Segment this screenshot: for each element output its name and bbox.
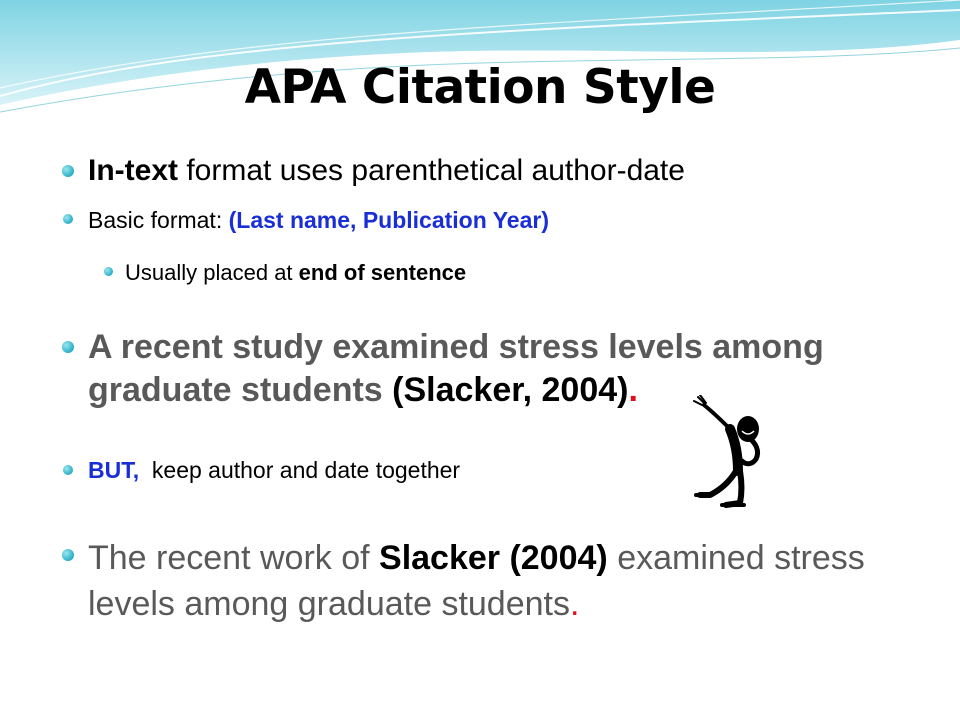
narrative-post: examined stress levels among graduate students — [88, 539, 865, 623]
bullet-dot-icon — [62, 341, 74, 353]
sub-bullet-placement — [125, 260, 920, 286]
example-citation: (Slacker, 2004) — [392, 371, 629, 409]
bullet-basic-format — [88, 207, 920, 234]
pointing-stick-figure-icon — [690, 395, 780, 515]
but-label: BUT, — [88, 457, 140, 483]
narrative-pre: The recent work of — [88, 539, 380, 577]
bullet-dot-icon — [63, 465, 73, 475]
slide-title: APA Citation Style — [244, 60, 716, 115]
narrative-period: . — [569, 585, 580, 623]
bullet-dot-icon — [62, 549, 74, 561]
bullet-in-text-format — [88, 154, 920, 188]
example-period: . — [628, 371, 638, 409]
bullet-in-text-rest: format uses parenthetical author-date — [178, 154, 685, 187]
placement-text: Usually placed at — [125, 260, 299, 285]
but-rest: keep author and date together — [151, 457, 461, 483]
bullet-in-text-bold: In-text — [88, 154, 178, 187]
placement-bold: end of sentence — [298, 260, 467, 285]
sub-bullet-dot-icon — [104, 267, 113, 276]
bullet-dot-icon — [62, 165, 74, 177]
bullet-dot-icon — [63, 214, 73, 224]
basic-format-pattern: (Last name, Publication Year) — [228, 207, 550, 233]
narrative-citation: Slacker (2004) — [379, 539, 608, 577]
bullet-but-keep-together — [88, 457, 920, 484]
basic-format-label: Basic format: — [88, 207, 229, 233]
bullet-example-sentence — [88, 326, 920, 412]
bullet-narrative-example — [88, 535, 920, 627]
example-sentence-text: A recent study examined stress levels among graduate students — [88, 328, 824, 409]
